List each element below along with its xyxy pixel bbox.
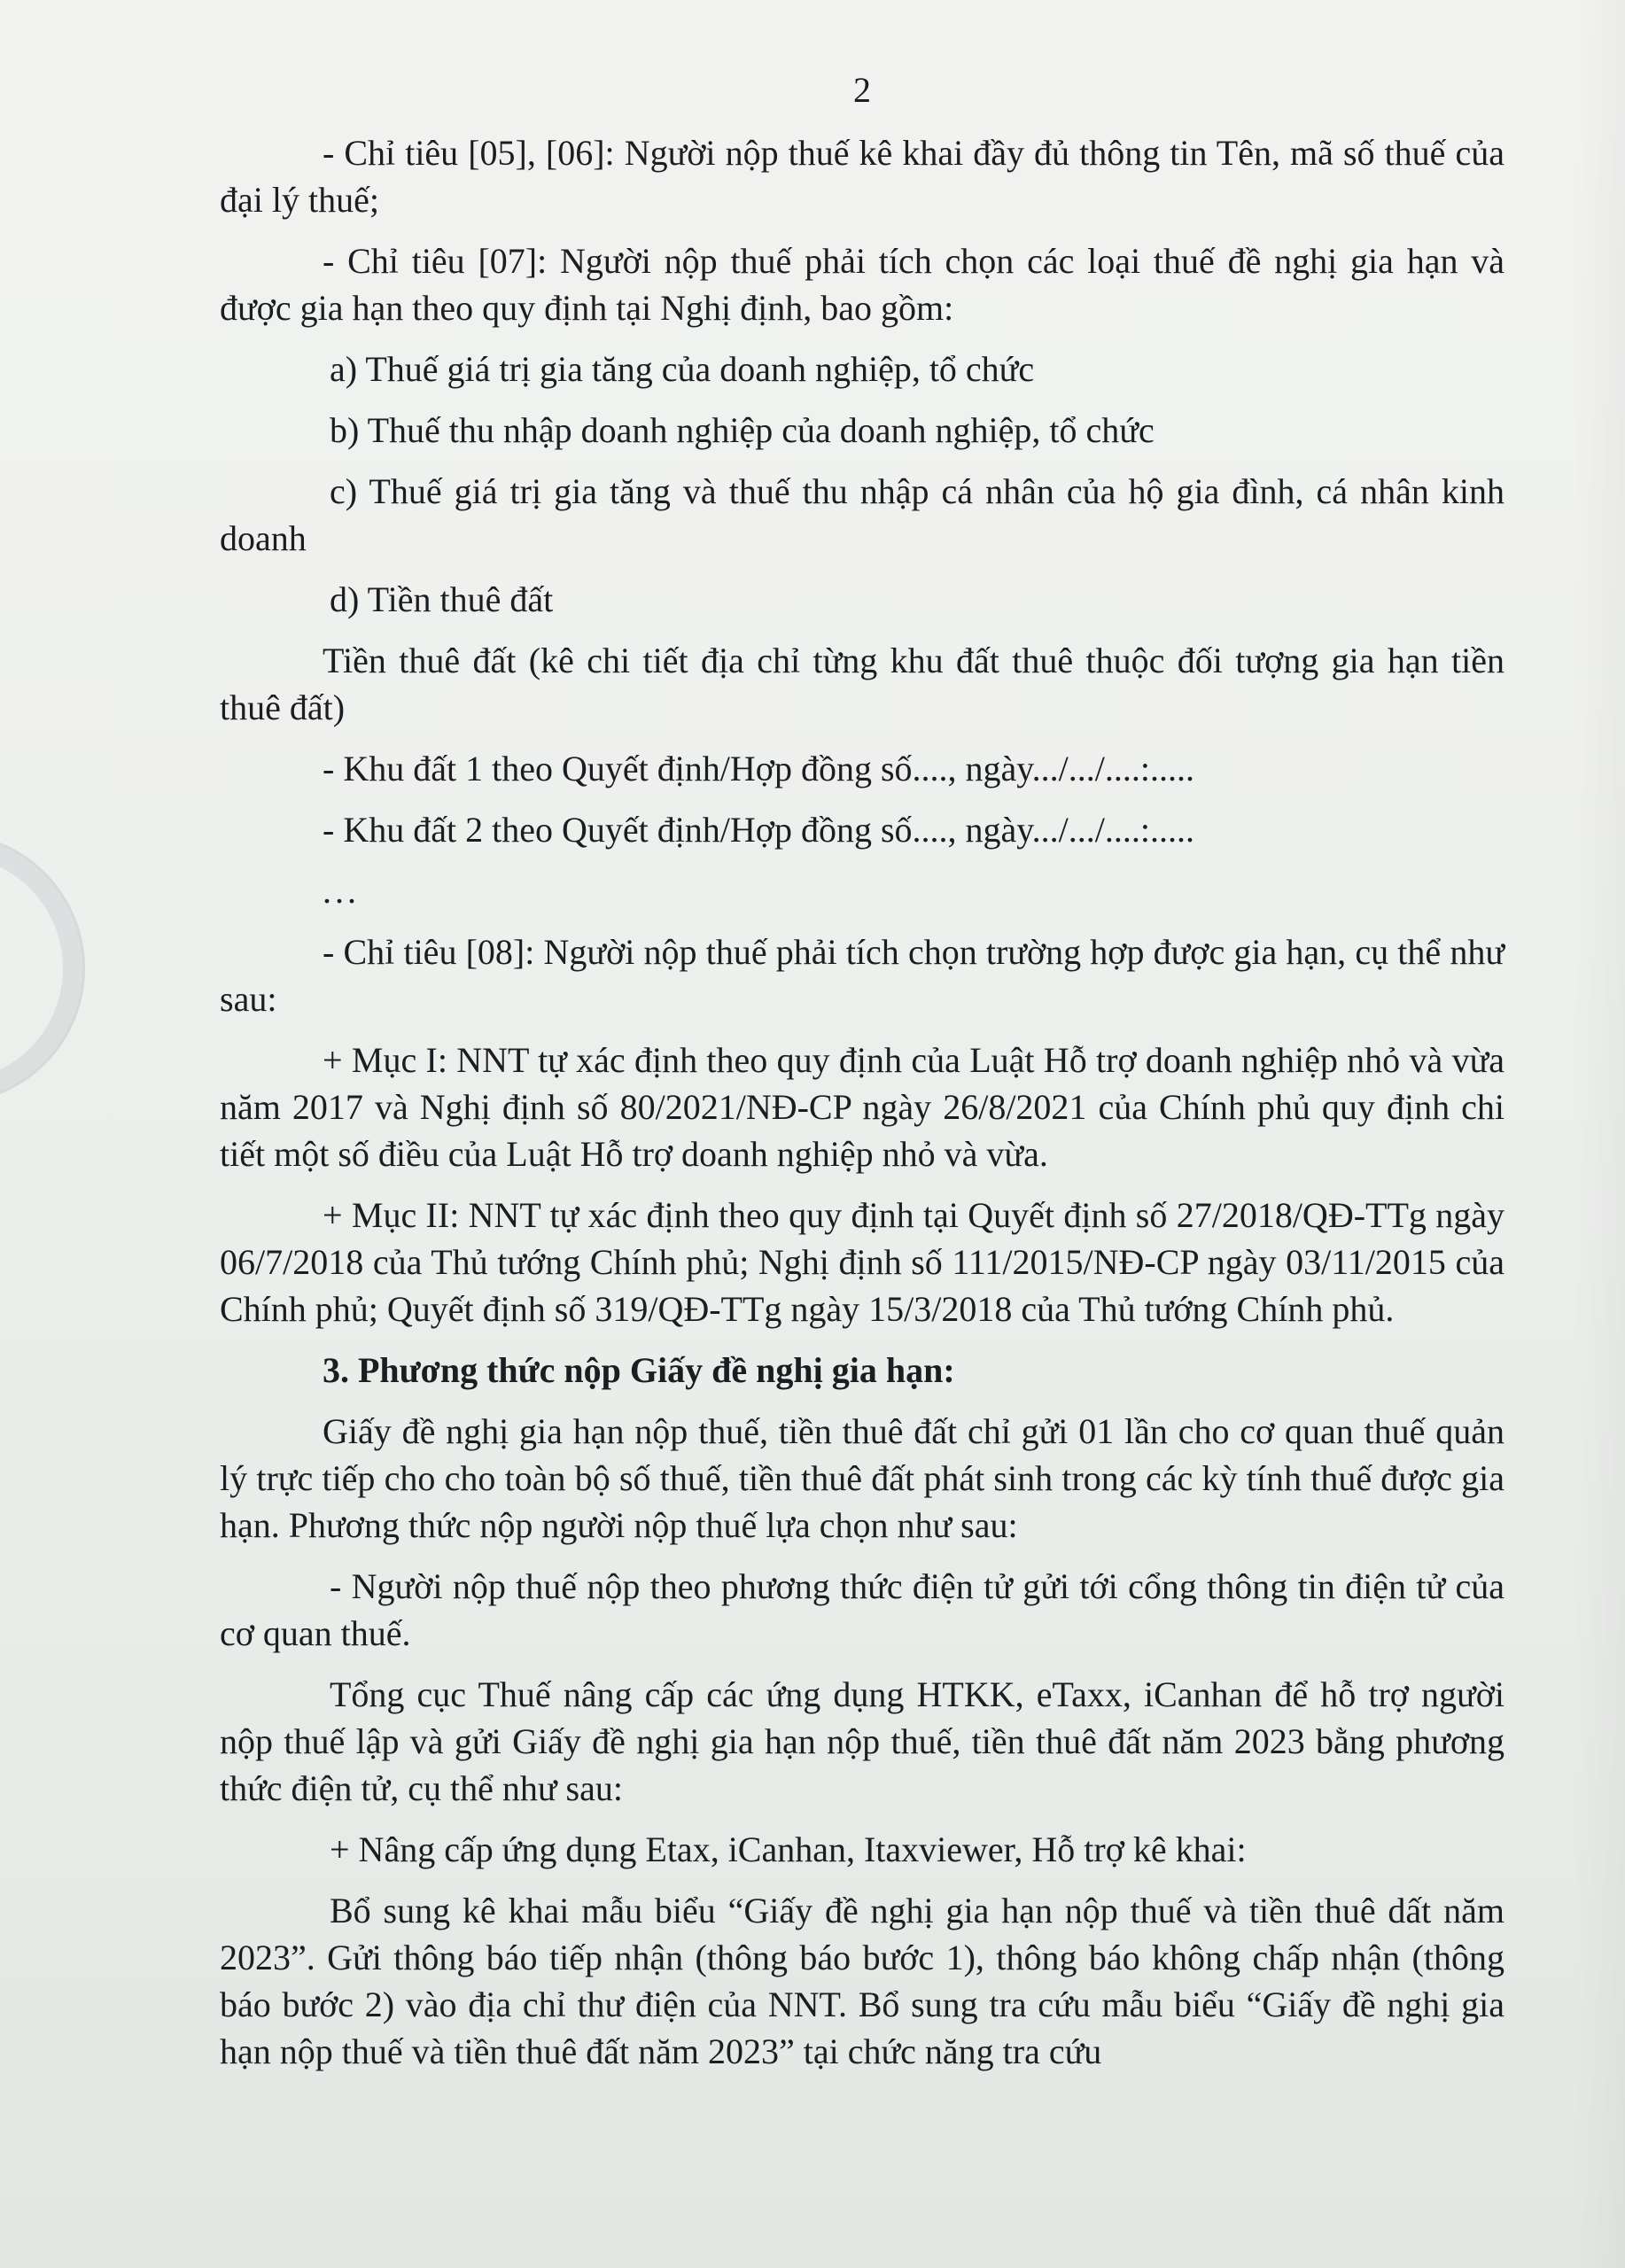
paragraph-bo-sung: Bổ sung kê khai mẫu biểu “Giấy đề nghị gia hạn nộp thuế và tiền thuê dất năm 2023”. Gửi thông báo tiếp nhận (thông báo bước 1), thông báo không chấp nhận (thông báo bước 2) vào địa chỉ thư điện của NNT. Bổ sung tra cứu mẫu biểu “Giấy đề nghị gia hạn nộp thuế và tiền thuê đất năm 2023” tại chức năng tra cứu bbox=[220, 1891, 1504, 2071]
list-item-a: a) Thuế giá trị gia tăng của doanh nghiệp, tổ chức bbox=[330, 349, 1035, 389]
paragraph-tong-cuc-thue: Tổng cục Thuế nâng cấp các ứng dụng HTKK, eTaxx, iCanhan để hỗ trợ người nộp thuế lập và gửi Giấy đề nghị gia hạn nộp thuế, tiền thuê đất năm 2023 bằng phương thức điện tử, cụ thể như sau: bbox=[220, 1674, 1504, 1808]
list-item-b: b) Thuế thu nhập doanh nghiệp của doanh nghiệp, tổ chức bbox=[330, 410, 1155, 450]
land-parcel-2: - Khu đất 2 theo Quyết định/Hợp đồng số...., ngày.../.../....:..... bbox=[323, 810, 1195, 850]
paragraph-submission: Giấy đề nghị gia hạn nộp thuế, tiền thuê đất chỉ gửi 01 lần cho cơ quan thuế quản lý trực tiếp cho cho toàn bộ số thuế, tiền thuê đất phát sinh trong các kỳ tính thuế được gia hạn. Phương thức nộp người nộp thuế lựa chọn như sau: bbox=[220, 1411, 1504, 1545]
paragraph-electronic: - Người nộp thuế nộp theo phương thức điện tử gửi tới cổng thông tin điện tử của cơ quan thuế. bbox=[220, 1566, 1504, 1653]
land-parcel-1: - Khu đất 1 theo Quyết định/Hợp đồng số...., ngày.../.../....:..... bbox=[323, 749, 1195, 788]
list-item-c: c) Thuế giá trị gia tăng và thuế thu nhập cá nhân của hộ gia đình, cá nhân kinh doanh bbox=[220, 471, 1504, 558]
ellipsis: ... bbox=[323, 871, 360, 911]
list-item-d: d) Tiền thuê đất bbox=[330, 579, 554, 619]
page-number: 2 bbox=[853, 70, 871, 110]
paragraph-chi-tieu-08: - Chỉ tiêu [08]: Người nộp thuế phải tích chọn trường hợp được gia hạn, cụ thể như sau: bbox=[220, 932, 1504, 1019]
page-edge-shadow bbox=[1572, 0, 1625, 2268]
document-body bbox=[220, 66, 1504, 2089]
paragraph-muc-i: + Mục I: NNT tự xác định theo quy định của Luật Hỗ trợ doanh nghiệp nhỏ và vừa năm 2017 và Nghị định số 80/2021/NĐ-CP ngày 26/8/2021 của Chính phủ quy định chi tiết một số điều của Luật Hỗ trợ doanh nghiệp nhỏ và vừa. bbox=[220, 1040, 1504, 1174]
paragraph-upgrade-apps: + Nâng cấp ứng dụng Etax, iCanhan, Itaxviewer, Hỗ trợ kê khai: bbox=[330, 1829, 1247, 1869]
paragraph-chi-tieu-07: - Chỉ tiêu [07]: Người nộp thuế phải tích chọn các loại thuế đề nghị gia hạn và được gia hạn theo quy định tại Nghị định, bao gồm: bbox=[220, 241, 1504, 328]
faint-stamp-mark bbox=[0, 833, 85, 1104]
paragraph-muc-ii: + Mục II: NNT tự xác định theo quy định tại Quyết định số 27/2018/QĐ-TTg ngày 06/7/2018 của Thủ tướng Chính phủ; Nghị định số 111/2015/NĐ-CP ngày 03/11/2015 của Chính phủ; Quyết định số 319/QĐ-TTg ngày 15/3/2018 của Thủ tướng Chính phủ. bbox=[220, 1195, 1504, 1329]
section-heading-3: 3. Phương thức nộp Giấy đề nghị gia hạn: bbox=[323, 1350, 955, 1390]
paragraph-land-rent: Tiền thuê đất (kê chi tiết địa chỉ từng khu đất thuê thuộc đối tượng gia hạn tiền thuê đất) bbox=[220, 641, 1504, 727]
paragraph-chi-tieu-05-06: - Chỉ tiêu [05], [06]: Người nộp thuế kê khai đầy đủ thông tin Tên, mã số thuế của đại lý thuế; bbox=[220, 133, 1504, 220]
